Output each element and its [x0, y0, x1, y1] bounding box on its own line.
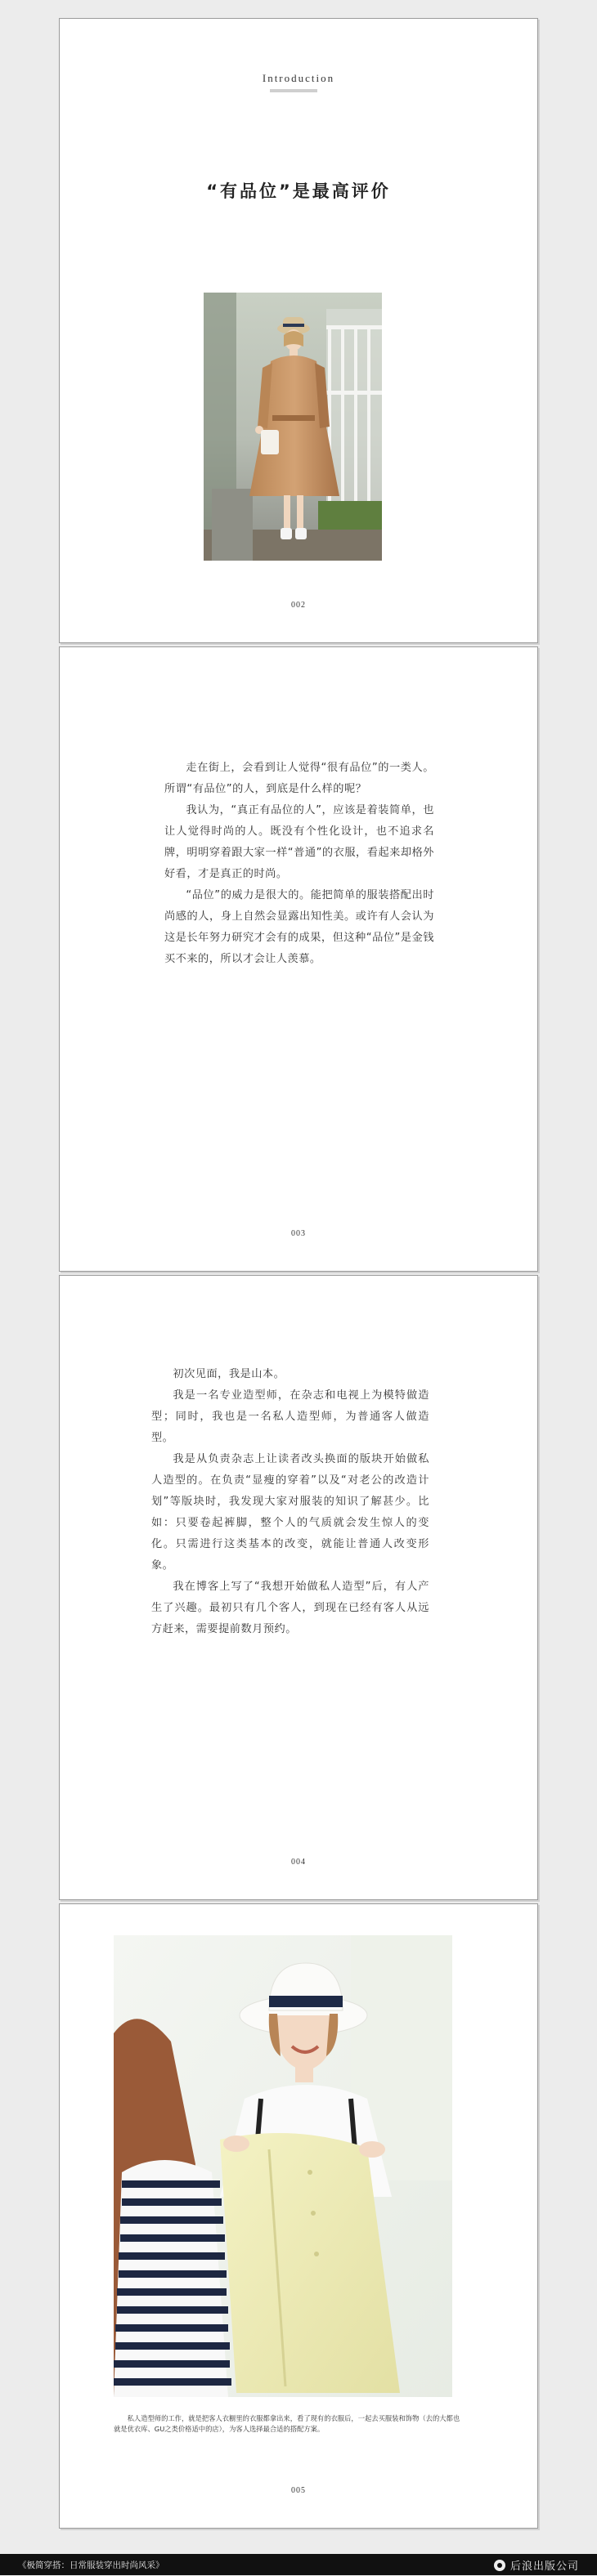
page-004 [59, 1275, 538, 1900]
page-005 [59, 1903, 538, 2529]
paragraph: 走在街上，会看到让人觉得“很有品位”的一类人。所谓“有品位”的人，到底是什么样的呢？ [164, 762, 434, 795]
page-number: 002 [291, 601, 306, 610]
page-title: “有品位”是最高评价 [206, 181, 391, 201]
kicker-underline [270, 89, 317, 92]
body-text [151, 1364, 429, 1640]
publisher-brand [494, 2557, 579, 2573]
stylist-photo [114, 1935, 452, 2397]
paragraph: 我认为，“真正有品位的人”，应该是着装简单，也让人觉得时尚的人。既没有个性化设计，也不追求名牌，明明穿着跟大家一样“普通”的衣服，看起来却格外好看，才是真正的时尚。 [164, 804, 434, 880]
page-003 [59, 646, 538, 1272]
paragraph: 初次见面，我是山本。 [173, 1368, 285, 1380]
footer-bar [0, 2554, 597, 2575]
paragraph: 我在博客上写了“我想开始做私人造型”后，有人产生了兴趣。最初只有几个客人，到现在已经有客人从远方赶来，需要提前数月预约。 [151, 1581, 429, 1635]
page-number: 003 [291, 1229, 306, 1238]
body-text [164, 758, 434, 970]
book-title: 《极简穿搭：日常服装穿出时尚风采》 [18, 2560, 164, 2570]
fashion-photo-trench-coat [204, 293, 382, 561]
paragraph: 我是一名专业造型师，在杂志和电视上为模特做造型；同时，我也是一名私人造型师，为普通客人做造型。 [151, 1389, 429, 1444]
page-002 [59, 18, 538, 643]
page-number: 005 [291, 2486, 306, 2495]
publisher-logo-icon [494, 2560, 505, 2571]
page-number: 004 [291, 1858, 306, 1867]
paragraph: 我是从负责杂志上让读者改头换面的版块开始做私人造型的。在负责“显瘦的穿着”以及“对老公的改造计划”等版块时，我发现大家对服装的知识了解甚少。比如：只要卷起裤脚，整个人的气质就会发生惊人的变化。只需进行这类基本的改变，就能让普通人改变形象。 [151, 1453, 429, 1572]
section-kicker: Introduction [262, 72, 335, 84]
paragraph: “品位”的威力是很大的。能把简单的服装搭配出时尚感的人，身上自然会显露出知性美。或许有人会认为这是长年努力研究才会有的成果，但这种“品位”是金钱买不来的，所以才会让人羡慕。 [164, 889, 434, 965]
publisher-name: 后浪出版公司 [509, 2560, 579, 2573]
photo-caption: 私人造型师的工作，就是把客人衣橱里的衣服都拿出来，看了现有的衣服后，一起去买服装和饰物（去的大都也就是优衣库、GU之类价格适中的店），为客人选择最合适的搭配方案。 [114, 2414, 460, 2433]
